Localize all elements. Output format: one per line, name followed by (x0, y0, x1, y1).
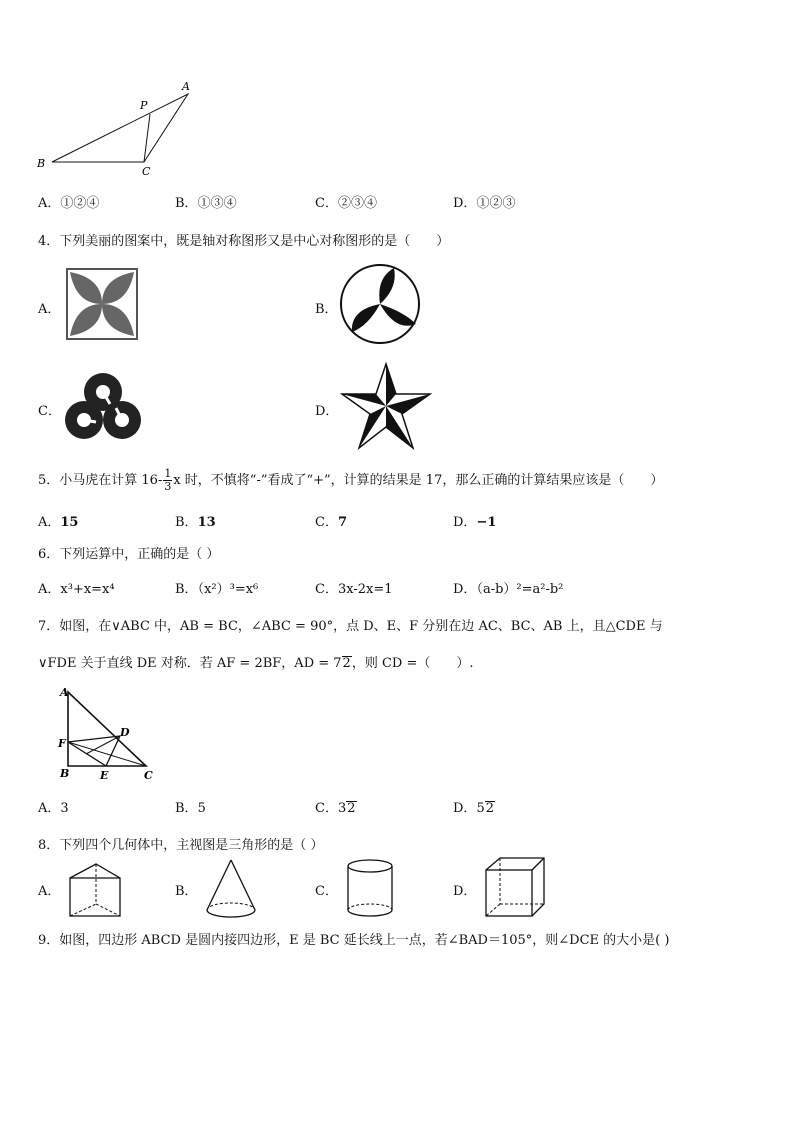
label-p: P (140, 99, 148, 112)
cone-icon (204, 858, 258, 920)
label-c: C (144, 769, 153, 782)
q8-option-d[interactable]: D． (453, 884, 477, 899)
q8-option-c[interactable]: C． (315, 884, 338, 899)
q3-option-a[interactable]: A．①②④ (38, 196, 100, 211)
q6-option-c[interactable]: C．3x-2x=1 (315, 582, 393, 597)
label-e: E (100, 769, 109, 782)
q8-stem: 8．下列四个几何体中，主视图是三角形的是（ ） (38, 838, 324, 853)
q7-option-b[interactable]: B．5 (175, 801, 206, 816)
three-petal-circle-icon (338, 262, 422, 346)
three-ring-knot-icon (62, 370, 144, 452)
q5-option-d[interactable]: D．−1 (453, 515, 497, 530)
five-point-star-icon (340, 362, 432, 450)
q5-option-c[interactable]: C．7 (315, 515, 347, 530)
triangular-prism-icon (66, 860, 126, 920)
triangle-abc-figure (32, 76, 202, 176)
cylinder-icon (344, 858, 396, 920)
label-b: B (60, 767, 70, 780)
q6-stem: 6．下列运算中，正确的是（ ） (38, 547, 220, 562)
q8-option-a[interactable]: A． (38, 884, 61, 899)
q3-option-c[interactable]: C．②③④ (315, 196, 377, 211)
q7-option-d[interactable]: D．52 (453, 801, 494, 816)
q4-option-d[interactable]: D． (315, 404, 339, 419)
q4-stem: 4．下列美丽的图案中，既是轴对称图形又是中心对称图形的是（ ） (38, 234, 450, 249)
q8-option-b[interactable]: B． (175, 884, 198, 899)
q6-option-d[interactable]: D．（a-b）²=a²-b² (453, 582, 564, 597)
q7-option-a[interactable]: A．3 (38, 801, 69, 816)
q6-option-a[interactable]: A．x³+x=x⁴ (38, 582, 115, 597)
right-triangle-figure (56, 686, 160, 782)
label-a: A (60, 686, 69, 699)
q6-option-b[interactable]: B．（x²）³=x⁶ (175, 582, 259, 597)
label-c: C (142, 165, 151, 176)
q4-option-a[interactable]: A． (38, 302, 61, 317)
cube-icon (484, 856, 548, 920)
q4-option-b[interactable]: B． (315, 302, 338, 317)
label-a: A (182, 80, 190, 93)
label-d: D (120, 726, 130, 739)
q7-stem-line2: ∨FDE 关于直线 DE 对称．若 AF = 2BF，AD = 72，则 CD =（ ）. (38, 656, 474, 671)
q5-option-a[interactable]: A．15 (38, 515, 79, 530)
q5-fraction: $\frac{1}{3}$ (164, 467, 172, 493)
q3-option-b[interactable]: B．①③④ (175, 196, 237, 211)
q5-option-b[interactable]: B．13 (175, 515, 216, 530)
q3-option-d[interactable]: D．①②③ (453, 196, 516, 211)
q4-option-c[interactable]: C． (38, 404, 61, 419)
q7-option-c[interactable]: C．32 (315, 801, 356, 816)
label-f: F (58, 737, 66, 750)
label-b: B (37, 157, 46, 170)
q9-stem: 9．如图，四边形 ABCD 是圆内接四边形，E 是 BC 延长线上一点，若∠BAD＝105°，则∠DCE 的大小是( ) (38, 933, 670, 948)
q5-stem: 5．小马虎在计算 16- $\frac{1}{3}$ x 时，不慎将“-”看成了“+”，计算的结果是 17，那么正确的计算结果应该是（ ） (38, 467, 664, 493)
q7-stem-line1: 7．如图，在∨ABC 中，AB = BC，∠ABC = 90°，点 D、E、F 分别在边 AC、BC、AB 上，且△CDE 与 (38, 619, 663, 634)
four-petal-square-icon (66, 268, 138, 340)
